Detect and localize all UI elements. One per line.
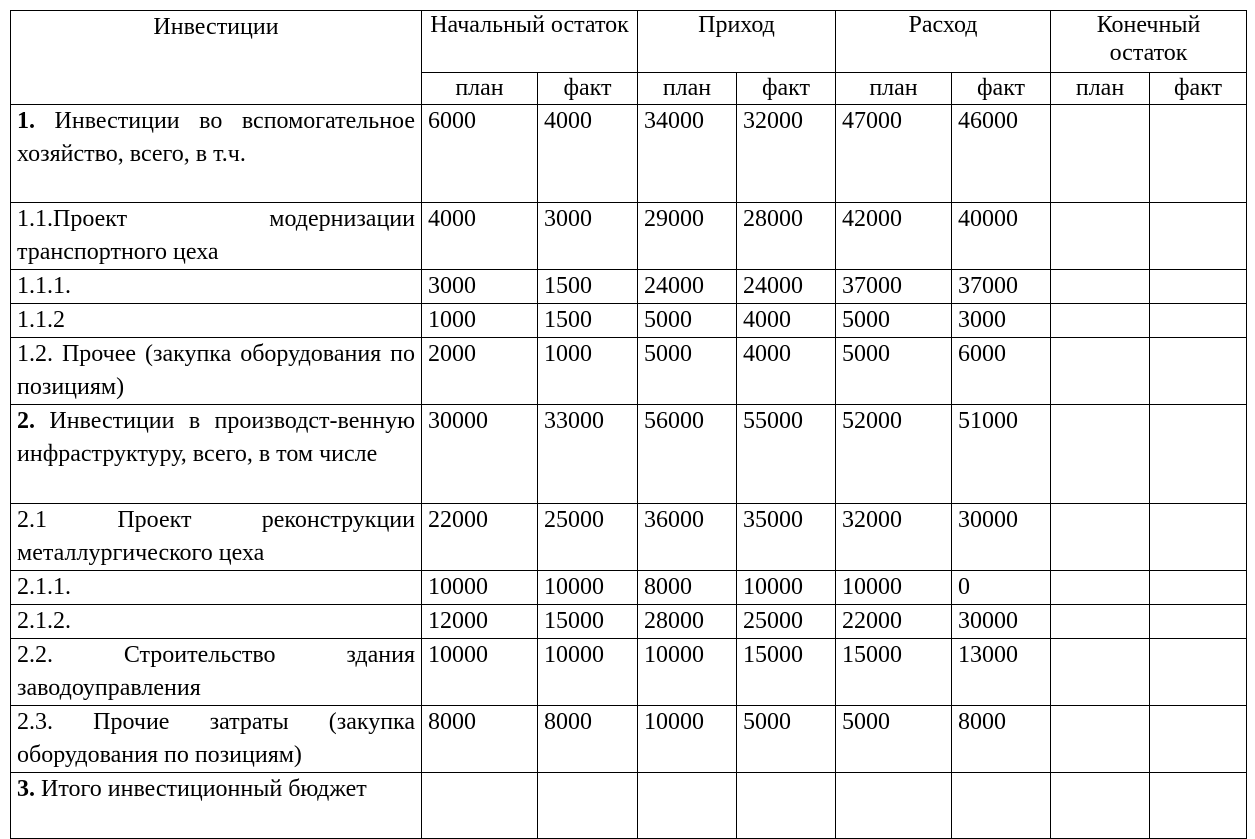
header-closing-balance: Конечный остаток	[1051, 11, 1247, 73]
header-plan: план	[638, 73, 737, 105]
cell-value: 37000	[952, 270, 1051, 304]
cell-value: 12000	[422, 605, 538, 639]
cell-value: 6000	[952, 338, 1051, 405]
cell-value: 10000	[538, 639, 638, 706]
cell-value: 10000	[538, 571, 638, 605]
header-investments: Инвестиции	[11, 11, 422, 105]
cell-value: 22000	[422, 504, 538, 571]
cell-value: 28000	[638, 605, 737, 639]
cell-value: 25000	[538, 504, 638, 571]
cell-value: 30000	[952, 605, 1051, 639]
row-text: 2.1.1.	[17, 574, 71, 600]
table-row	[11, 338, 1247, 405]
table-row	[11, 605, 1247, 639]
row-text: Инвестиции в производст-венную инфраструктуру, всего, в том числе	[17, 408, 415, 467]
row-text: 2.1.2.	[17, 608, 71, 634]
cell-value: 55000	[737, 405, 836, 504]
cell-value: 1500	[538, 304, 638, 338]
cell-value: 34000	[638, 105, 737, 203]
cell-value	[1051, 706, 1150, 773]
cell-value: 46000	[952, 105, 1051, 203]
cell-value	[952, 773, 1051, 839]
cell-value	[538, 773, 638, 839]
cell-value	[1150, 605, 1247, 639]
row-label	[11, 571, 422, 605]
row-text: 2.1 Проект реконструкции металлургического цеха	[17, 507, 415, 566]
header-fact: факт	[952, 73, 1051, 105]
row-text: Инвестиции во вспомогательное хозяйство, всего, в т.ч.	[17, 108, 415, 167]
row-label	[11, 706, 422, 773]
cell-value: 8000	[952, 706, 1051, 773]
header-fact: факт	[538, 73, 638, 105]
row-text: 2.2. Строительство здания заводоуправления	[17, 642, 415, 701]
cell-value: 5000	[638, 338, 737, 405]
table-row	[11, 270, 1247, 304]
cell-value	[1150, 304, 1247, 338]
cell-value: 10000	[638, 639, 737, 706]
cell-value: 0	[952, 571, 1051, 605]
row-label	[11, 605, 422, 639]
header-plan: план	[1051, 73, 1150, 105]
row-label	[11, 639, 422, 706]
row-text: 1.1.Проект модернизации транспортного цеха	[17, 206, 415, 265]
cell-value	[1150, 338, 1247, 405]
cell-value	[1150, 405, 1247, 504]
cell-value: 42000	[836, 203, 952, 270]
cell-value: 5000	[737, 706, 836, 773]
row-text: 1.2. Прочее (закупка оборудования по позициям)	[17, 341, 415, 400]
row-text: 1.1.1.	[17, 273, 71, 299]
row-label	[11, 105, 422, 203]
header-fact: факт	[1150, 73, 1247, 105]
cell-value	[1150, 203, 1247, 270]
cell-value: 24000	[638, 270, 737, 304]
row-text: 2.3. Прочие затраты (закупка оборудования по позициям)	[17, 709, 415, 768]
cell-value: 6000	[422, 105, 538, 203]
cell-value: 30000	[422, 405, 538, 504]
cell-value: 10000	[638, 706, 737, 773]
cell-value: 56000	[638, 405, 737, 504]
cell-value: 4000	[422, 203, 538, 270]
cell-value	[1150, 706, 1247, 773]
cell-value: 1000	[538, 338, 638, 405]
cell-value	[1051, 304, 1150, 338]
cell-value	[1051, 105, 1150, 203]
table-row	[11, 105, 1247, 203]
cell-value: 13000	[952, 639, 1051, 706]
cell-value	[1150, 571, 1247, 605]
cell-value: 32000	[836, 504, 952, 571]
table-row	[11, 203, 1247, 270]
cell-value: 8000	[638, 571, 737, 605]
cell-value: 52000	[836, 405, 952, 504]
cell-value: 36000	[638, 504, 737, 571]
cell-value: 5000	[638, 304, 737, 338]
cell-value: 2000	[422, 338, 538, 405]
cell-value: 37000	[836, 270, 952, 304]
cell-value: 47000	[836, 105, 952, 203]
header-fact: факт	[737, 73, 836, 105]
row-number: 2.	[17, 408, 35, 434]
cell-value	[836, 773, 952, 839]
cell-value: 24000	[737, 270, 836, 304]
cell-value	[1051, 571, 1150, 605]
header-income: Приход	[638, 11, 836, 73]
cell-value: 22000	[836, 605, 952, 639]
cell-value: 3000	[538, 203, 638, 270]
row-number: 1.	[17, 108, 35, 134]
cell-value	[1051, 338, 1150, 405]
cell-value: 8000	[422, 706, 538, 773]
cell-value: 3000	[952, 304, 1051, 338]
cell-value	[1051, 203, 1150, 270]
table-row	[11, 405, 1247, 504]
row-text: 1.1.2	[17, 307, 65, 333]
cell-value: 15000	[737, 639, 836, 706]
cell-value: 5000	[836, 304, 952, 338]
cell-value	[1051, 773, 1150, 839]
investment-budget-table	[10, 10, 1247, 839]
cell-value: 15000	[538, 605, 638, 639]
cell-value: 35000	[737, 504, 836, 571]
row-label	[11, 203, 422, 270]
cell-value	[1150, 270, 1247, 304]
cell-value: 3000	[422, 270, 538, 304]
cell-value: 4000	[538, 105, 638, 203]
cell-value: 10000	[422, 639, 538, 706]
cell-value: 10000	[836, 571, 952, 605]
cell-value: 28000	[737, 203, 836, 270]
table-row	[11, 504, 1247, 571]
row-number: 3.	[17, 776, 35, 802]
cell-value: 51000	[952, 405, 1051, 504]
cell-value	[1051, 639, 1150, 706]
cell-value	[1051, 405, 1150, 504]
table-row	[11, 304, 1247, 338]
cell-value	[1150, 105, 1247, 203]
table-row	[11, 571, 1247, 605]
row-text: Итого инвестиционный бюджет	[41, 776, 367, 802]
cell-value	[422, 773, 538, 839]
table-row	[11, 773, 1247, 839]
row-label	[11, 304, 422, 338]
cell-value: 1500	[538, 270, 638, 304]
cell-value: 5000	[836, 338, 952, 405]
header-plan: план	[422, 73, 538, 105]
cell-value: 32000	[737, 105, 836, 203]
cell-value	[1150, 639, 1247, 706]
table-row	[11, 639, 1247, 706]
cell-value: 30000	[952, 504, 1051, 571]
cell-value: 10000	[422, 571, 538, 605]
row-label	[11, 270, 422, 304]
row-label	[11, 338, 422, 405]
row-label	[11, 504, 422, 571]
cell-value: 29000	[638, 203, 737, 270]
row-label	[11, 773, 422, 839]
cell-value	[638, 773, 737, 839]
cell-value: 10000	[737, 571, 836, 605]
cell-value: 40000	[952, 203, 1051, 270]
cell-value: 8000	[538, 706, 638, 773]
cell-value: 15000	[836, 639, 952, 706]
row-label	[11, 405, 422, 504]
header-expense: Расход	[836, 11, 1051, 73]
cell-value: 1000	[422, 304, 538, 338]
header-plan: план	[836, 73, 952, 105]
cell-value: 5000	[836, 706, 952, 773]
cell-value	[1051, 270, 1150, 304]
cell-value	[1150, 773, 1247, 839]
cell-value: 4000	[737, 304, 836, 338]
cell-value: 4000	[737, 338, 836, 405]
cell-value	[1051, 605, 1150, 639]
cell-value: 25000	[737, 605, 836, 639]
table-row	[11, 706, 1247, 773]
header-opening-balance: Начальный остаток	[422, 11, 638, 73]
cell-value	[1051, 504, 1150, 571]
cell-value	[737, 773, 836, 839]
cell-value: 33000	[538, 405, 638, 504]
cell-value	[1150, 504, 1247, 571]
